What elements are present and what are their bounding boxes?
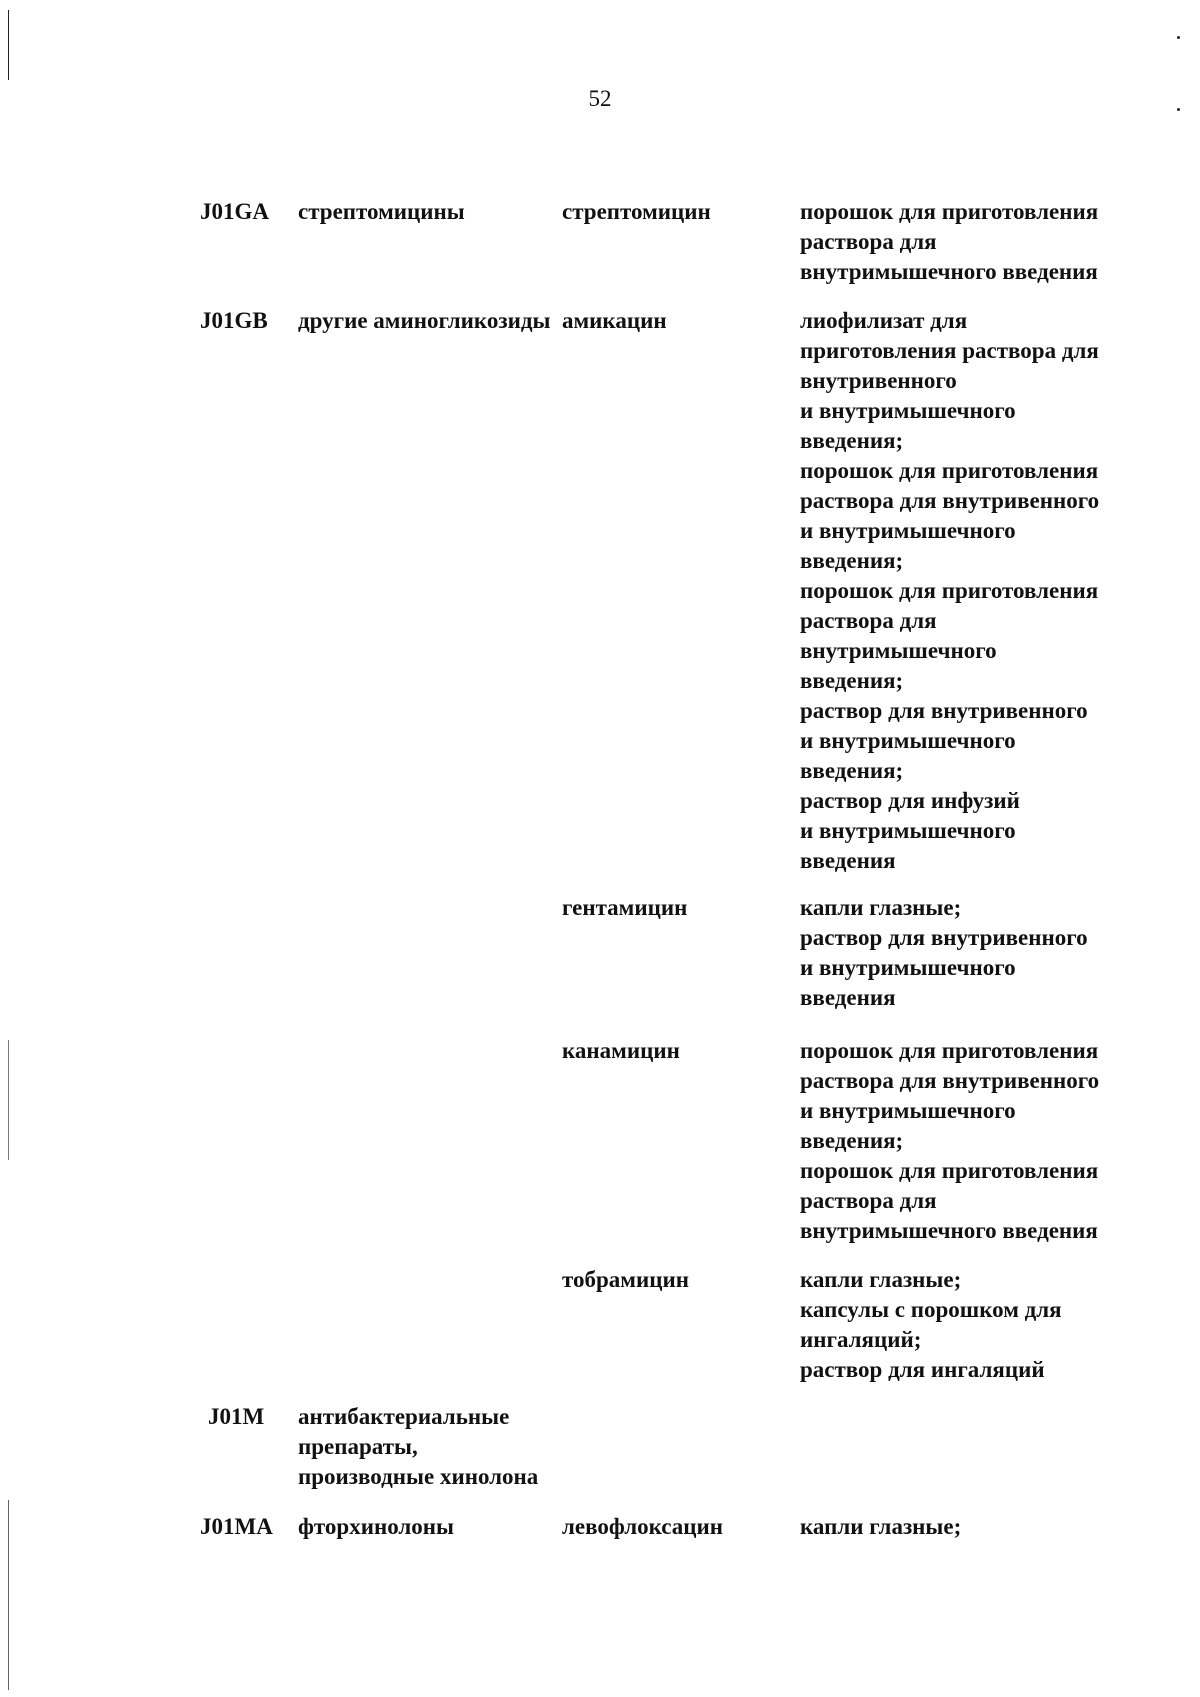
page-number: 52 [588, 86, 612, 111]
scan-margin-line [8, 1040, 9, 1160]
dosage-forms: лиофилизат для приготовления раствора для внутривенного и внутримышечного введения; порошок для приготовления раствора для внутривенного и внутримышечного введения; порошок для приготовления раствора для внутримышечного введения; раствор для внутривенного и внутримышечного введения; раствор для инфузий и внутримышечного введения [800, 308, 1100, 873]
group-name: антибактериальные препараты, производные хинолона [298, 1404, 539, 1489]
atc-code: J01M [208, 1404, 265, 1429]
dosage-forms: капли глазные; капсулы с порошком для ингаляций; раствор для ингаляций [800, 1267, 1062, 1382]
drug-name: левофлоксацин [562, 1514, 724, 1539]
drug-name: стрептомицин [562, 199, 711, 224]
dosage-forms: порошок для приготовления раствора для внутривенного и внутримышечного введения; порошок для приготовления раствора для внутримышечного введения [800, 1038, 1100, 1243]
scan-dot [1177, 36, 1180, 39]
drug-name: амикацин [562, 308, 667, 333]
drug-name: тобрамицин [562, 1267, 689, 1292]
group-name: другие аминогликозиды [298, 308, 551, 333]
atc-code: J01GA [200, 199, 269, 224]
scan-margin-line [8, 10, 9, 80]
drug-name: канамицин [562, 1038, 680, 1063]
atc-code: J01MA [200, 1514, 273, 1539]
drug-name: гентамицин [562, 895, 688, 920]
group-name: стрептомицины [298, 199, 465, 224]
group-name: фторхинолоны [298, 1514, 455, 1539]
dosage-forms: капли глазные; раствор для внутривенного и внутримышечного введения [800, 895, 1088, 1010]
dosage-forms: капли глазные; [800, 1514, 962, 1539]
atc-code: J01GB [200, 308, 268, 333]
dosage-forms: порошок для приготовления раствора для внутримышечного введения [800, 199, 1099, 284]
scan-margin-line [8, 1500, 9, 1690]
